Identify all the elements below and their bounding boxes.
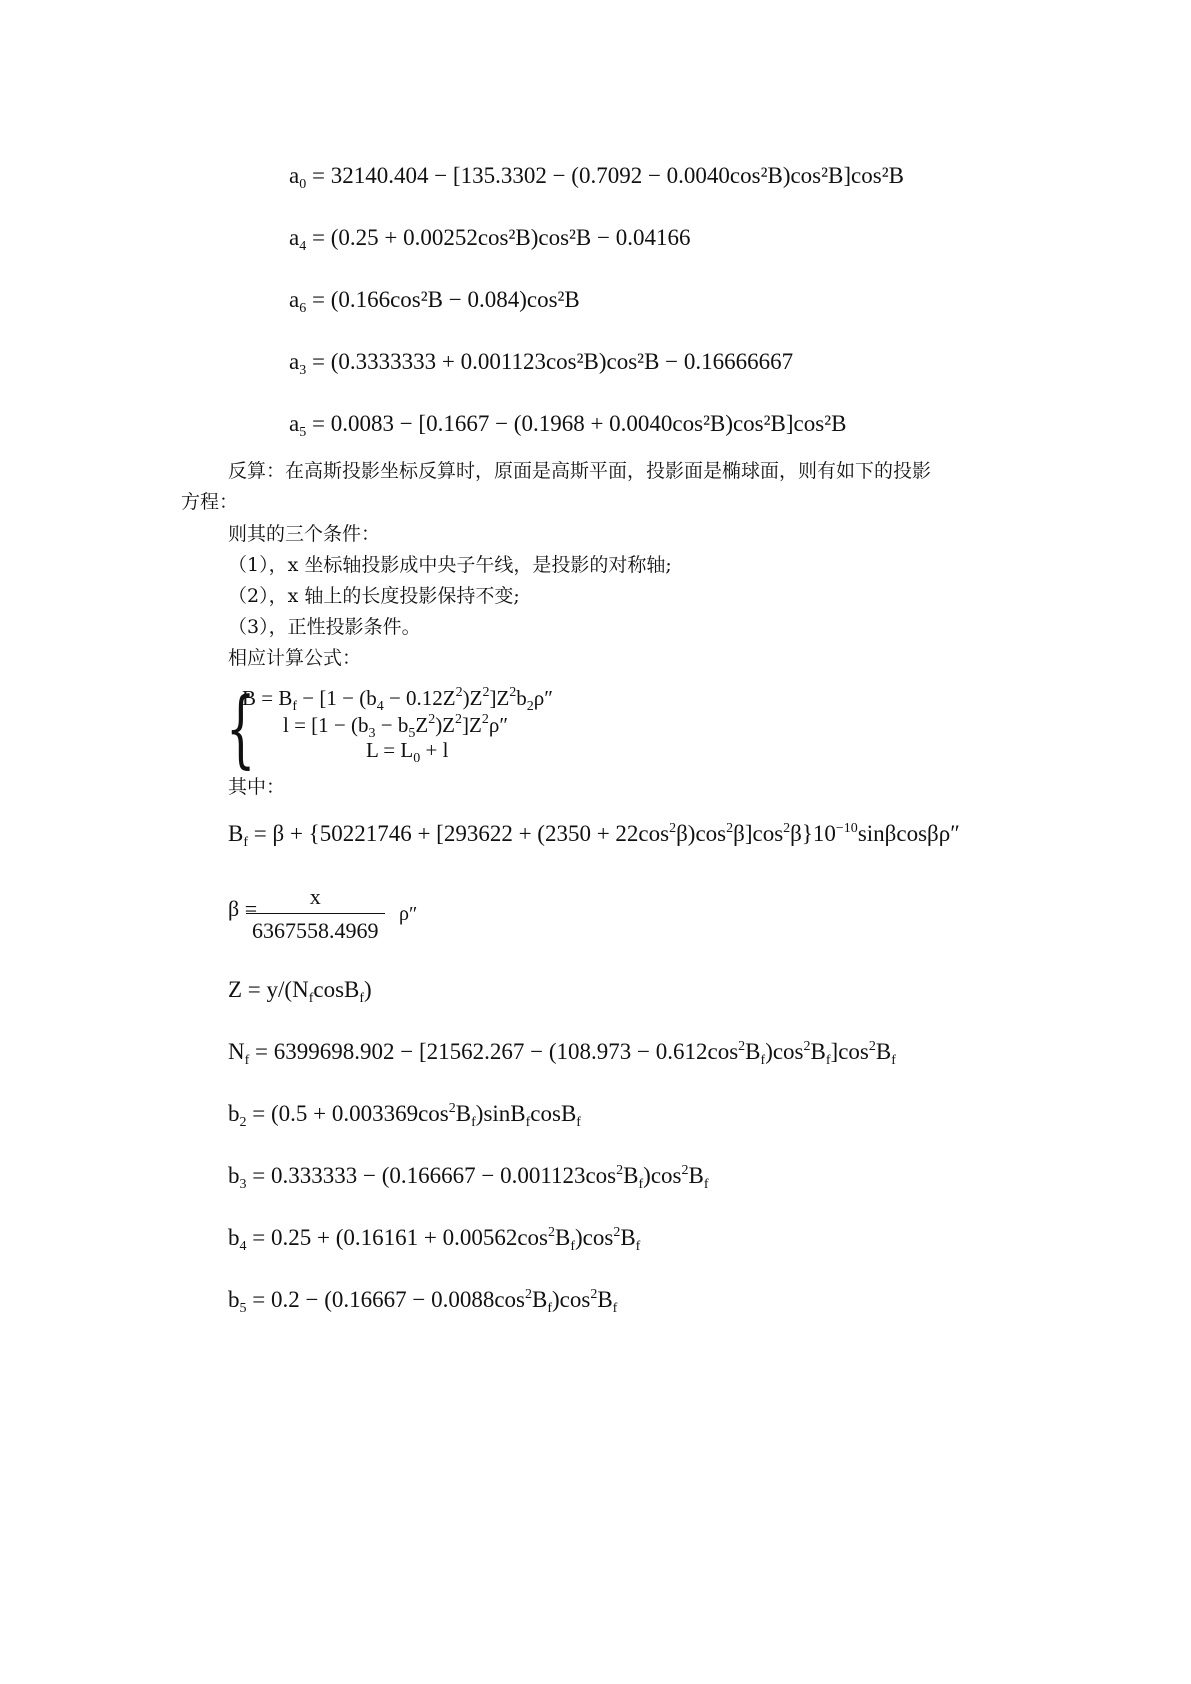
condition-3: （3），正性投影条件。	[228, 616, 421, 638]
system-line-2: $l = [1 - (b_3 - b_5Z^2)Z^2]Z^2\rho''$	[283, 712, 509, 741]
formula-a0: $a_0 = 32140.404 - [135.3302 - (0.7092 - 0.0040\cos^2B)\cos^2B]\cos^2B$	[289, 163, 904, 192]
beta-numerator: x	[309, 884, 321, 909]
formula-b3: $b_3 = 0.333333 - (0.166667 - 0.001123\cos^2B_f)\cos^2B_f$	[228, 1163, 709, 1192]
system-line-1: $B = B_f - [1 - (b_4 - 0.12Z^2)Z^2]Z^2b_2\rho''$	[242, 685, 554, 714]
formula-b2: $b_2 = (0.5 + 0.003369\cos^2B_f)\sin B_f\cos B_f$	[228, 1101, 581, 1130]
formula-Bf: $B_f = \beta + \{50221746 + [293622 + (2350 + 22\cos^2\beta)\cos^2\beta]\cos^2\beta\}10^{-10}\sin\beta\cos\beta\rho''$	[228, 821, 960, 850]
conditions-intro: 则其的三个条件：	[228, 523, 381, 545]
paragraph-inverse-line1: 反算：在高斯投影坐标反算时，原面是高斯平面，投影面是椭球面，则有如下的投影	[228, 460, 932, 482]
formula-a5: $a_5 = 0.0083 - [0.1667 - (0.1968 + 0.0040\cos^2B)\cos^2B]\cos^2B$	[289, 411, 847, 440]
beta-denominator: 6367558.4969	[246, 913, 385, 944]
beta-fraction	[246, 884, 385, 944]
where-label: 其中：	[228, 776, 286, 798]
condition-1: （1），x 坐标轴投影成中央子午线，是投影的对称轴;	[228, 554, 672, 576]
beta-rho: ρ″	[399, 903, 418, 925]
formula-b4: $b_4 = 0.25 + (0.16161 + 0.00562\cos^2B_f)\cos^2B_f$	[228, 1225, 641, 1254]
formula-a6: $a_6 = (0.166\cos^2B - 0.084)\cos^2B$	[289, 287, 580, 316]
beta-lhs: β =	[228, 896, 258, 921]
system-line-3: $L = L_0 + l$	[366, 738, 449, 766]
paragraph-inverse-line2: 方程：	[181, 491, 239, 513]
formula-Nf: $N_f = 6399698.902 - [21562.267 - (108.973 - 0.612\cos^2B_f)\cos^2B_f]\cos^2B_f$	[228, 1039, 896, 1068]
formula-intro: 相应计算公式：	[228, 647, 362, 669]
formula-b5: $b_5 = 0.2 - (0.16667 - 0.0088\cos^2B_f)\cos^2B_f$	[228, 1287, 618, 1316]
condition-2: （2），x 轴上的长度投影保持不变;	[228, 585, 520, 607]
formula-a3: $a_3 = (0.3333333 + 0.001123\cos^2B)\cos^2B - 0.16666667$	[289, 349, 794, 378]
formula-a4: $a_4 = (0.25 + 0.00252\cos^2B)\cos^2B - 0.04166$	[289, 225, 691, 254]
formula-Z: $Z = y/(N_f\cos B_f)$	[228, 977, 372, 1006]
system-brace: {	[226, 679, 256, 777]
